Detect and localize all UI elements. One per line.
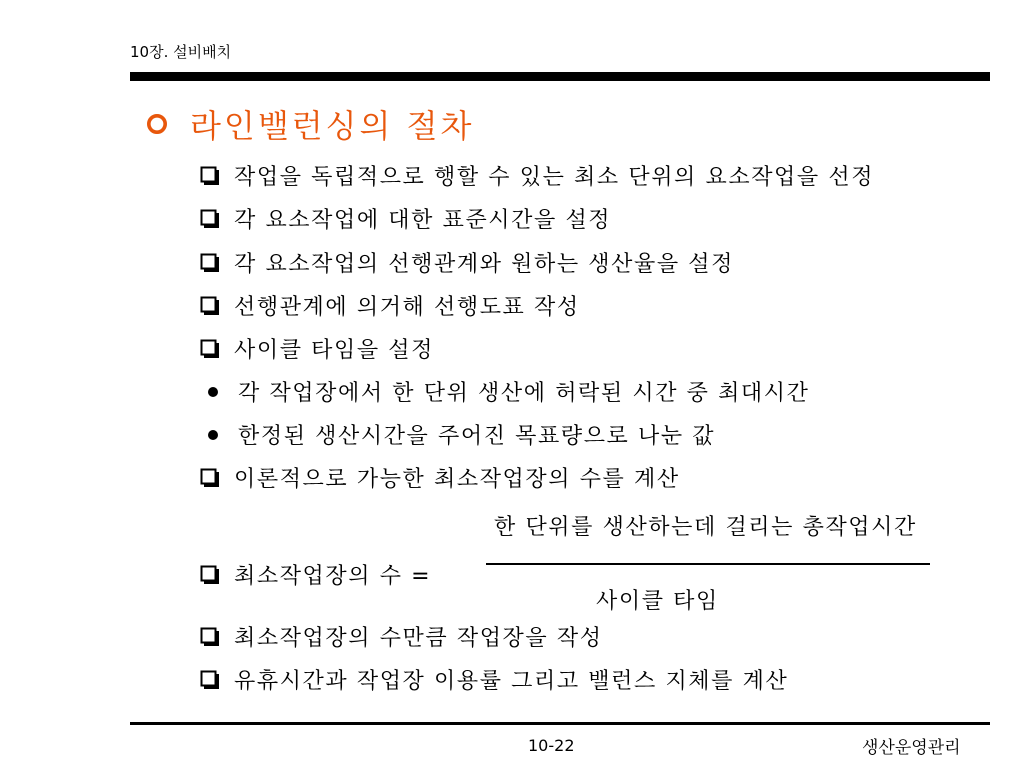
- list-item-text: 각 요소작업의 선행관계와 원하는 생산율을 설정: [234, 252, 735, 277]
- list-item-text: 각 요소작업에 대한 표준시간을 설정: [234, 208, 612, 233]
- list-item: [200, 462, 680, 493]
- list-item: [200, 160, 874, 191]
- list-item: [200, 333, 434, 364]
- header-divider: [130, 72, 990, 81]
- formula-numerator: 한 단위를 생산하는데 걸리는 총작업시간: [494, 515, 917, 540]
- list-item-text: 유휴시간과 작업장 이용률 그리고 밸런스 지체를 계산: [234, 669, 789, 694]
- dot-bullet-icon: [208, 387, 218, 397]
- sub-list-item: [204, 376, 810, 407]
- dot-bullet-icon: [208, 430, 218, 440]
- course-name: 생산운영관리: [862, 738, 961, 758]
- slide-title: [146, 104, 474, 144]
- checkbox-bullet-icon: [200, 166, 220, 186]
- checkbox-bullet-icon: [200, 670, 220, 690]
- list-item: [200, 247, 734, 278]
- list-item: [200, 290, 580, 321]
- slide-title-text: 라인밸런싱의 절차: [190, 107, 475, 145]
- checkbox-bullet-icon: [200, 253, 220, 273]
- list-item-text: 최소작업장의 수 =: [234, 564, 432, 589]
- checkbox-bullet-icon: [200, 468, 220, 488]
- formula-denominator: 사이클 타임: [596, 589, 719, 614]
- checkbox-bullet-icon: [200, 627, 220, 647]
- list-item: [200, 559, 431, 590]
- fraction-bar: [486, 563, 930, 565]
- checkbox-bullet-icon: [200, 339, 220, 359]
- list-item-text: 각 작업장에서 한 단위 생산에 허락된 시간 중 최대시간: [238, 381, 810, 406]
- list-item-text: 선행관계에 의거해 선행도표 작성: [234, 295, 580, 320]
- ring-bullet-icon: [146, 113, 168, 135]
- list-item: [200, 203, 611, 234]
- checkbox-bullet-icon: [200, 209, 220, 229]
- list-item: [200, 664, 788, 695]
- sub-list-item: [204, 419, 715, 450]
- list-item-text: 최소작업장의 수만큼 작업장을 작성: [234, 626, 603, 651]
- checkbox-bullet-icon: [200, 296, 220, 316]
- list-item-text: 작업을 독립적으로 행할 수 있는 최소 단위의 요소작업을 선정: [234, 165, 875, 190]
- list-item-text: 이론적으로 가능한 최소작업장의 수를 계산: [234, 467, 680, 492]
- list-item-text: 사이클 타임을 설정: [234, 338, 435, 363]
- page-number: 10-22: [528, 736, 575, 755]
- list-item-text: 한정된 생산시간을 주어진 목표량으로 나눈 값: [238, 424, 716, 449]
- footer-divider: [130, 722, 990, 725]
- chapter-heading: 10장. 설비배치: [130, 43, 232, 61]
- list-item: [200, 621, 603, 652]
- checkbox-bullet-icon: [200, 565, 220, 585]
